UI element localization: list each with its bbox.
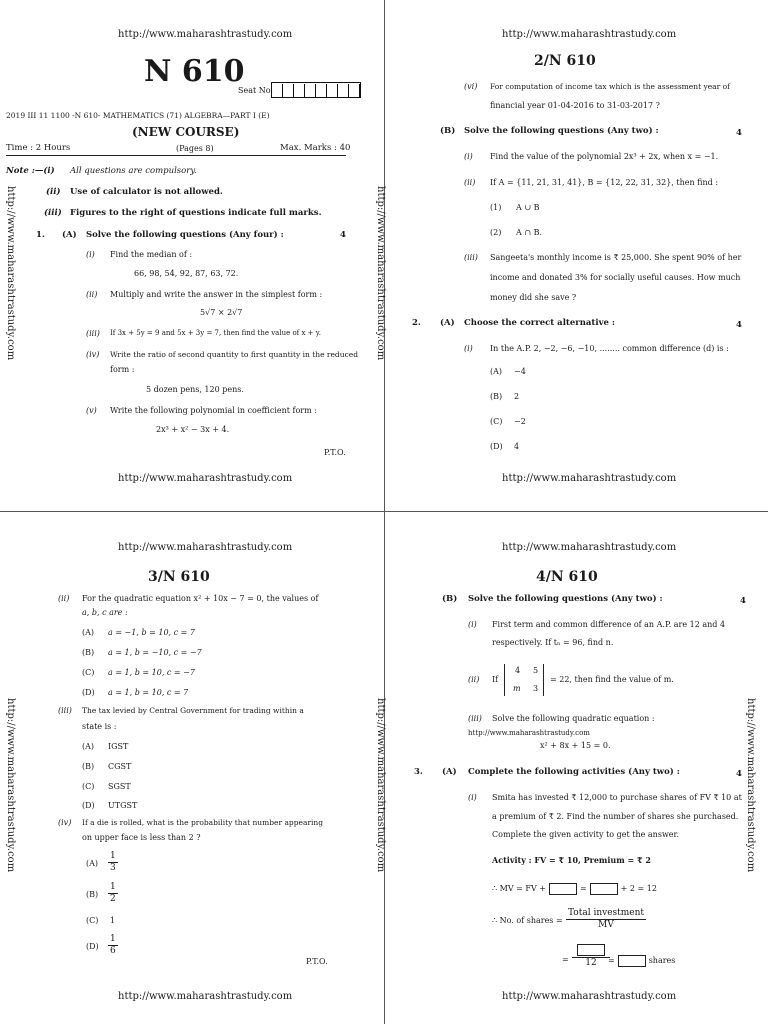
det-a11: 4 (515, 666, 521, 675)
paper-info-line: 2019 III 11 1100 -N 610- MATHEMATICS (71) ALGEBRA—PART I (E) (6, 111, 270, 120)
option-label: (B) (86, 890, 99, 899)
option-label: (D) (82, 688, 95, 697)
option-label: (A) (86, 859, 99, 868)
option-label: (B) (82, 762, 95, 771)
option-label: (D) (86, 942, 99, 951)
q3a-marks: 4 (736, 769, 742, 779)
page-url-bottom: http://www.maharashtrastudy.com (118, 991, 293, 1002)
q1-iv-label: (iv) (86, 350, 100, 359)
q2b-iii-label: (iii) (468, 714, 482, 723)
option-fraction: $\frac{1}{3}$ (110, 851, 116, 873)
option-value: 1 (110, 916, 116, 925)
option-label: (C) (82, 782, 95, 791)
option-label: (B) (82, 648, 95, 657)
page-url: http://www.maharashtrastudy.com (118, 29, 293, 40)
option-label: (A) (82, 742, 95, 751)
option-value: IGST (108, 742, 129, 751)
page-url-bottom: http://www.maharashtrastudy.com (502, 991, 677, 1002)
mv-line (492, 883, 657, 895)
q1-vi-text-2: financial year 01-04-2016 to 31-03-2017 ? (490, 101, 660, 110)
option-value: a = −1, b = 10, c = 7 (108, 628, 195, 637)
note-3: Figures to the right of questions indicate full marks. (70, 208, 322, 218)
q1b-ii-2: A ∩ B. (516, 228, 542, 237)
option-value: CGST (108, 762, 132, 771)
pto: P.T.O. (324, 448, 346, 457)
q2a-label: (A) (440, 318, 455, 328)
q1-ii-text: Multiply and write the answer in the simplest form : (110, 290, 323, 299)
q1-iv-text: Write the ratio of second quantity to first quantity in the reduced (110, 350, 359, 359)
option-label: (A) (82, 628, 95, 637)
q1b-iii-label: (iii) (464, 253, 478, 262)
page-url-bottom: http://www.maharashtrastudy.com (118, 473, 293, 484)
page-url-bottom: http://www.maharashtrastudy.com (502, 473, 677, 484)
blank-box[interactable] (549, 883, 577, 895)
ns2-eq: = shares (608, 956, 676, 965)
paper-code: N 610 (144, 54, 245, 89)
q1-i-data: 66, 98, 54, 92, 87, 63, 72. (134, 269, 239, 278)
q2a-text: Choose the correct alternative : (464, 318, 616, 328)
option-value: 2 (514, 392, 520, 401)
q1b-iii-text-2: income and donated 3% for socially useful causes. How much (490, 273, 741, 282)
page-url: http://www.maharashtrastudy.com (502, 29, 677, 40)
option-value: a = 1, b = 10, c = 7 (108, 688, 189, 697)
q1-ii-expr: 5√7 × 2√7 (200, 308, 243, 317)
q1b-ii-2-label: (2) (490, 228, 502, 237)
det-a12: 5 (533, 666, 539, 675)
option-label: (C) (82, 668, 95, 677)
q1b-marks: 4 (736, 128, 742, 138)
option-fraction: $\frac{1}{6}$ (110, 934, 116, 956)
note-2-label: (ii) (46, 187, 61, 197)
q3a-i-label: (i) (468, 793, 477, 802)
q2a-iv-text-2: on upper face is less than 2 ? (82, 833, 201, 842)
q2b-i-label: (i) (468, 620, 477, 629)
q1-iv-data: 5 dozen pens, 120 pens. (146, 385, 244, 394)
q2a-marks: 4 (736, 320, 742, 330)
page-2 (375, 0, 768, 512)
q1-iv-text-2: form : (110, 365, 135, 374)
q2a-ii-text-2: a, b, c are : (82, 608, 128, 617)
q2a-ii-label: (ii) (58, 594, 70, 603)
q2-number: 2. (412, 318, 421, 328)
option-value: −4 (514, 367, 526, 376)
pto: P.T.O. (306, 957, 328, 966)
pages-label: (Pages 8) (176, 144, 214, 153)
note-label: Note :—(i) (6, 166, 55, 176)
q2b-iii-url: http://www.maharashtrastudy.com (468, 729, 590, 737)
seat-no-boxes[interactable] (271, 82, 361, 98)
side-url: http://www.maharashtrastudy.com (375, 186, 386, 361)
page-url: http://www.maharashtrastudy.com (502, 542, 677, 553)
side-url: http://www.maharashtrastudy.com (5, 698, 16, 873)
q2b-i-text-2: respectively. If tₙ = 96, find n. (492, 638, 614, 647)
max-marks: Max. Marks : 40 (280, 143, 351, 153)
q1-v-expr: 2x³ + x² − 3x + 4. (156, 425, 230, 434)
time-label: Time : 2 Hours (6, 143, 71, 153)
option-label: (B) (490, 392, 503, 401)
option-label: (C) (86, 916, 99, 925)
q1b-iii-text: Sangeeta's monthly income is ₹ 25,000. She spent 90% of her (490, 253, 742, 262)
q1b-ii-1: A ∪ B (516, 203, 540, 212)
note-1: All questions are compulsory. (70, 166, 197, 176)
side-url: http://www.maharashtrastudy.com (375, 698, 386, 873)
q2b-text: Solve the following questions (Any two) : (468, 594, 663, 604)
q3a-i-text-3: Complete the given activity to get the answer. (492, 830, 680, 839)
mv-mid: = (579, 884, 587, 893)
page-code: 4/N 610 (536, 569, 598, 585)
note-2: Use of calculator is not allowed. (70, 187, 223, 197)
q2a-iii-text-2: state is : (82, 722, 117, 731)
option-value: UTGST (108, 801, 138, 810)
option-label: (D) (490, 442, 503, 451)
q1-number: 1. (36, 230, 45, 240)
page-3 (0, 512, 384, 1024)
q3a-text: Complete the following activities (Any two) : (468, 767, 680, 777)
q2b-marks: 4 (740, 596, 746, 606)
q3a-i-text-2: a premium of ₹ 2. Find the number of shares she purchased. (492, 812, 739, 821)
q2b-ii-post: = 22, then find the value of m. (550, 675, 674, 684)
q1-v-text: Write the following polynomial in coefficient form : (110, 406, 317, 415)
page-1 (0, 0, 384, 512)
mv-post: + 2 = 12 (620, 884, 657, 893)
q1a-marks: 4 (340, 230, 346, 240)
option-label: (D) (82, 801, 95, 810)
q3-number: 3. (414, 767, 423, 777)
activity-line: Activity : FV = ₹ 10, Premium = ₹ 2 (492, 855, 651, 865)
q1-i-label: (i) (86, 250, 95, 259)
page-url: http://www.maharashtrastudy.com (118, 542, 293, 553)
q2b-ii-label: (ii) (468, 675, 480, 684)
side-url-right: http://www.maharashtrastudy.com (745, 698, 756, 873)
det-a22: 3 (533, 684, 539, 693)
q1-iii-text: If 3x + 5y = 9 and 5x + 3y = 7, then find the value of x + y. (110, 329, 321, 337)
course-title: (NEW COURSE) (132, 125, 240, 139)
q2b-iii-text: Solve the following quadratic equation : (492, 714, 655, 723)
seat-no-label: Seat No. (238, 86, 273, 95)
q2a-ii-text: For the quadratic equation x² + 10x − 7 = 0, the values of (82, 594, 319, 603)
q1b-i-text: Find the value of the polynomial 2x³ + 2x, when x = −1. (490, 152, 719, 161)
q1-iii-label: (iii) (86, 329, 100, 338)
q2a-iv-label: (iv) (58, 818, 72, 827)
q1-vi-label: (vi) (464, 82, 478, 91)
q1a-text: Solve the following questions (Any four) : (86, 230, 284, 240)
header-rule (6, 155, 346, 156)
q1b-ii-label: (ii) (464, 178, 476, 187)
q2a-i-label: (i) (464, 344, 473, 353)
q3a-label: (A) (442, 767, 457, 777)
det-a21: m (513, 684, 521, 693)
q3a-i-text: Smita has invested ₹ 12,000 to purchase shares of FV ₹ 10 at (492, 793, 742, 802)
option-value: a = 1, b = −10, c = −7 (108, 648, 202, 657)
ns2-fraction: 12 (572, 944, 610, 969)
blank-box[interactable] (577, 944, 605, 956)
q2a-iii-text: The tax levied by Central Government for trading within a (82, 706, 304, 715)
q2a-iii-label: (iii) (58, 706, 72, 715)
ns-fraction: Total investment MV (568, 908, 645, 930)
determinant (504, 664, 544, 696)
option-value: SGST (108, 782, 131, 791)
option-label: (C) (490, 417, 503, 426)
blank-box[interactable] (590, 883, 618, 895)
option-value: 4 (514, 442, 520, 451)
q1-ii-label: (ii) (86, 290, 98, 299)
ns-pre: ∴ No. of shares = (492, 916, 563, 925)
option-value: −2 (514, 417, 526, 426)
option-fraction: $\frac{1}{2}$ (110, 882, 116, 904)
q1b-text: Solve the following questions (Any two) : (464, 126, 659, 136)
note-3-label: (iii) (44, 208, 62, 218)
page-code: 3/N 610 (148, 569, 210, 585)
side-url: http://www.maharashtrastudy.com (5, 186, 16, 361)
q1-vi-text: For computation of income tax which is the assessment year of (490, 82, 730, 91)
mv-pre: ∴ MV = FV + (492, 884, 546, 893)
q1b-ii-text: If A = {11, 21, 31, 41}, B = {12, 22, 31, 32}, then find : (490, 178, 719, 187)
q1a-label: (A) (62, 230, 77, 240)
q2a-iv-text: If a die is rolled, what is the probability that number appearing (82, 818, 324, 827)
q1-i-text: Find the median of : (110, 250, 193, 259)
q1b-iii-text-3: money did she save ? (490, 293, 577, 302)
q2b-label: (B) (442, 594, 458, 604)
page-code: 2/N 610 (534, 53, 596, 69)
q2a-i-text: In the A.P. 2, −2, −6, −10, ........ common difference (d) is : (490, 344, 729, 353)
page-4 (375, 512, 768, 1024)
q1b-i-label: (i) (464, 152, 473, 161)
option-label: (A) (490, 367, 503, 376)
q1b-ii-1-label: (1) (490, 203, 502, 212)
ns2-pre: = (562, 955, 569, 964)
q2b-i-text: First term and common difference of an A.P. are 12 and 4 (492, 620, 726, 629)
q2b-ii-pre: If (492, 675, 499, 684)
blank-box[interactable] (618, 955, 646, 967)
q1b-label: (B) (440, 126, 456, 136)
option-value: a = 1, b = 10, c = −7 (108, 668, 195, 677)
q1-v-label: (v) (86, 406, 97, 415)
q2b-iii-expr: x² + 8x + 15 = 0. (540, 741, 611, 750)
